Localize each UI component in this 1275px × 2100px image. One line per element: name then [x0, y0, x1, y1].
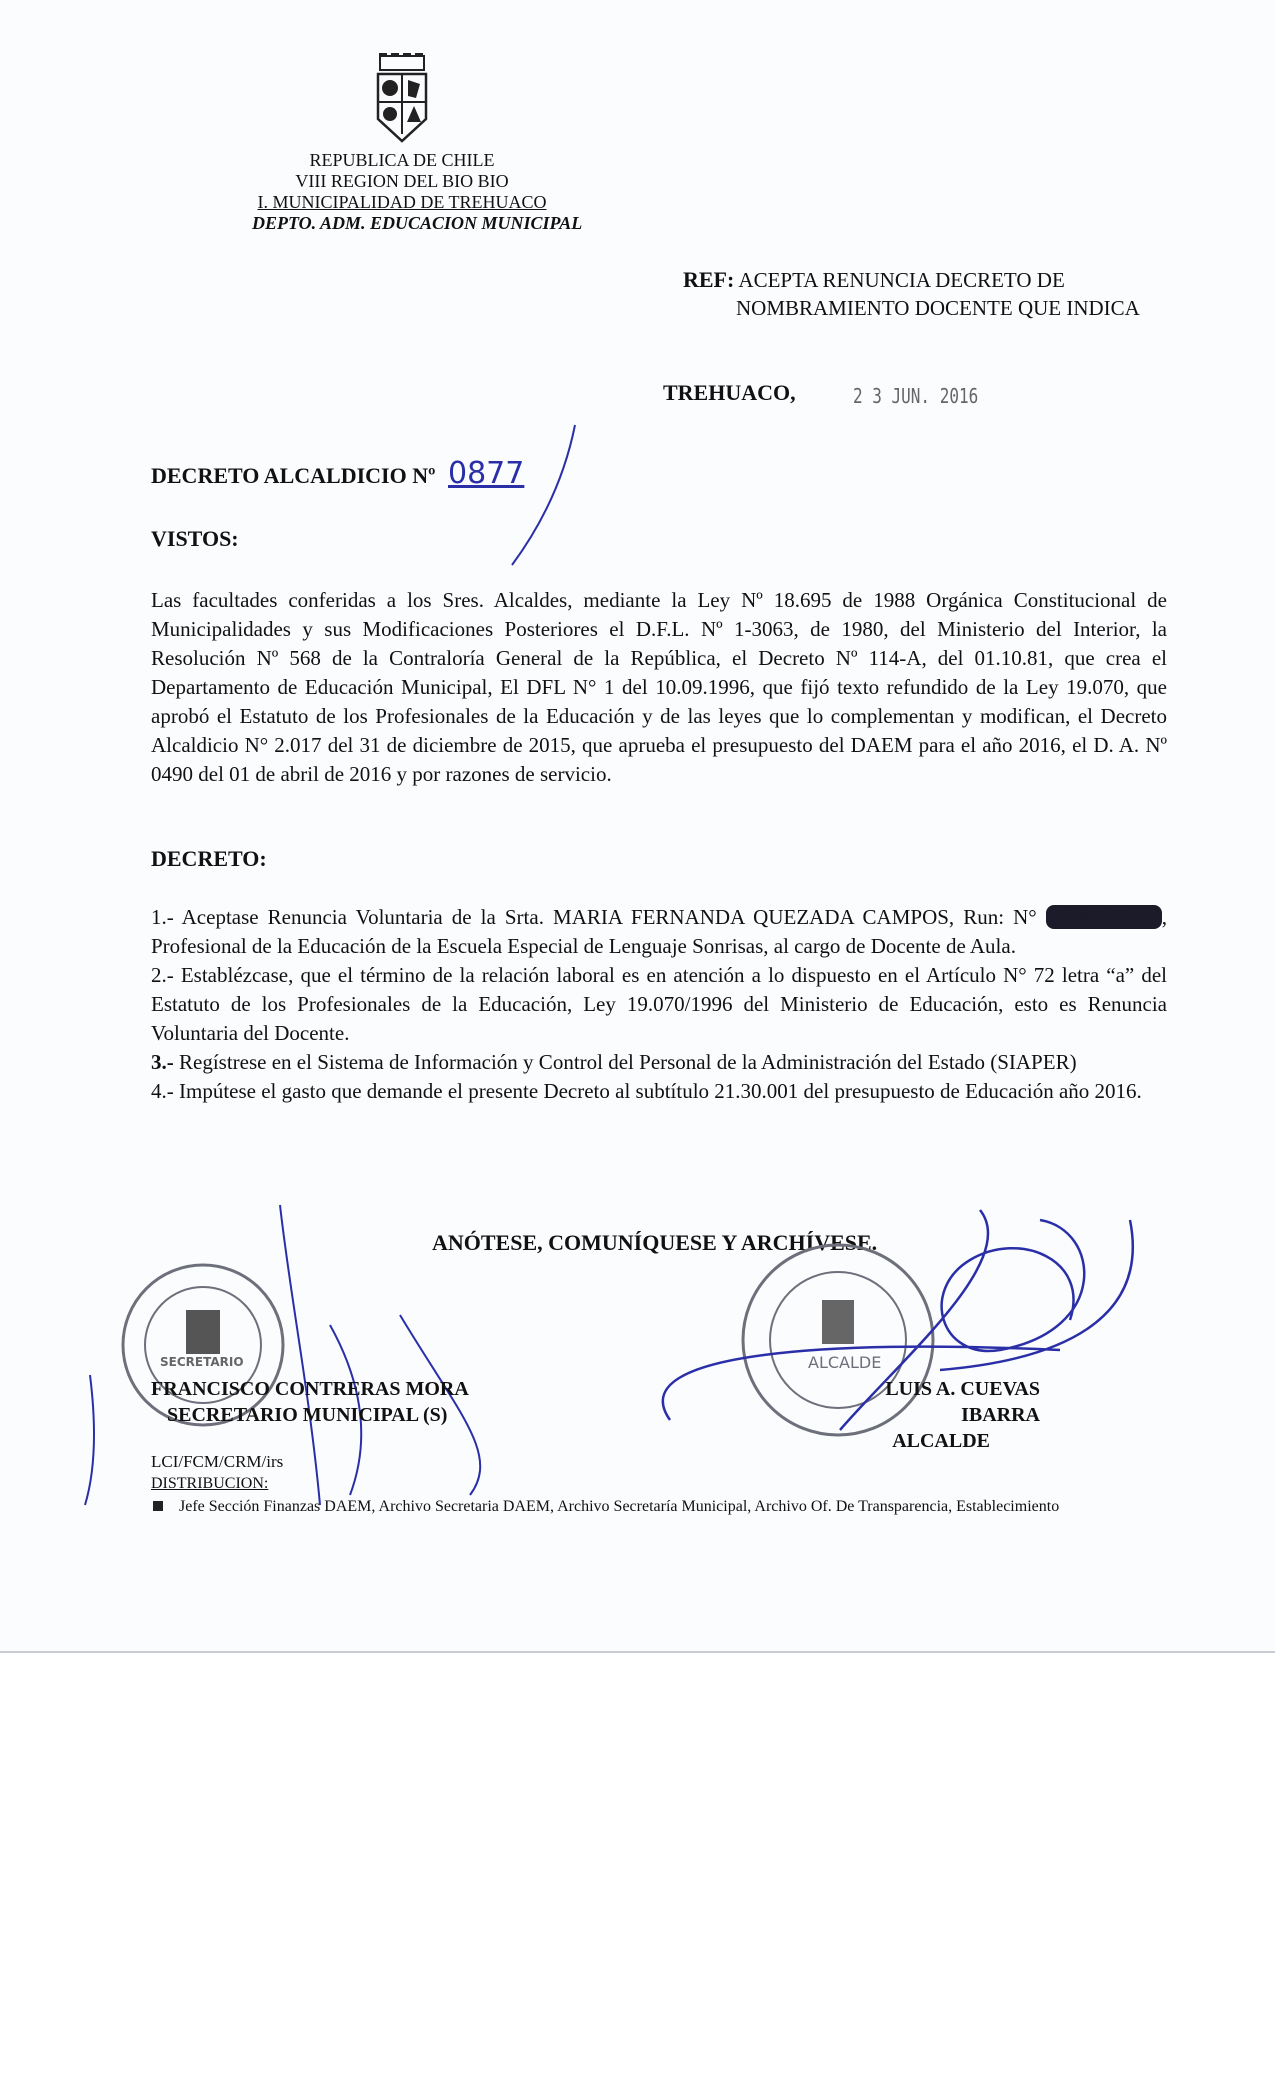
mayor-block [810, 1376, 1040, 1454]
decreto-item-3 [151, 1048, 1167, 1077]
redacted-run: 18.490.624-4 [1047, 905, 1160, 929]
secretary-block [151, 1376, 469, 1428]
decreto-item-4: 4.- Impútese el gasto que demande el presente Decreto al subtítulo 21.30.001 del presupuesto de Educación año 2016. [151, 1079, 1142, 1103]
mayor-title: ALCALDE [892, 1430, 990, 1452]
secretary-stamp-text: SECRETARIO [160, 1355, 244, 1369]
bullet-icon [153, 1501, 163, 1511]
ref-line-1: ACEPTA RENUNCIA DECRETO DE [738, 268, 1065, 292]
decreto-title: DECRETO: [151, 846, 267, 871]
decreto-item-2: 2.- Establézcase, que el término de la relación laboral es en atención a lo dispuesto en el Artículo N° 72 letra “a” del Estatuto de los Profesionales de la Educación, Ley 19.070/1996 del Ministerio de Educación, esto es Renuncia Voluntaria del Docente. [151, 963, 1167, 1045]
ref-label: REF: [683, 267, 735, 292]
decreto-item-1 [151, 903, 1167, 961]
secretary-title: SECRETARIO MUNICIPAL (S) [167, 1404, 448, 1426]
initials: LCI/FCM/CRM/irs [151, 1452, 284, 1471]
place: TREHUACO, [663, 380, 796, 405]
decree-number-handwritten: 0877 [448, 456, 525, 491]
letterhead-country: REPUBLICA DE CHILE [309, 150, 495, 170]
vistos-text: Las facultades conferidas a los Sres. Alcaldes, mediante la Ley Nº 18.695 de 1988 Orgánica Constitucional de Municipalidades y sus Modificaciones Posteriores el D.F.L. Nº 1-3063, de 1980, del Ministerio del Interior, la Resolución Nº 568 de la Contraloría General de la República, el Decreto Nº 114-A, del 01.10.81, que crea el Departamento de Educación Municipal, El DFL N° 1 del 10.09.1996, que fijó texto refundido de la Ley 19.070, que aprobó el Estatuto de los Profesionales de la Educación y de las leyes que lo complementan y modifican, el Decreto Alcaldicio N° 2.017 del 31 de diciembre de 2015, que aprueba el presupuesto del DAEM para el año 2016, el D. A. Nº 0490 del 01 de abril de 2016 y por razones de servicio. [151, 588, 1167, 786]
closing-formula: ANÓTESE, COMUNÍQUESE Y ARCHÍVESE. [432, 1230, 878, 1255]
ref-line-2: NOMBRAMIENTO DOCENTE QUE INDICA [736, 296, 1140, 320]
distribution-text: Jefe Sección Finanzas DAEM, Archivo Secretaria DAEM, Archivo Secretaría Municipal, Archivo Of. De Transparencia, Establecimiento [179, 1498, 1060, 1515]
distribution-title: DISTRIBUCION: [151, 1475, 269, 1492]
mayor-name: LUIS A. CUEVAS IBARRA [885, 1378, 1040, 1426]
letterhead-department: DEPTO. ADM. EDUCACION MUNICIPAL [252, 213, 583, 233]
secretary-name: FRANCISCO CONTRERAS MORA [151, 1378, 469, 1400]
item-1-text: 1.- Aceptase Renuncia Voluntaria de la Srta. MARIA FERNANDA QUEZADA CAMPOS, Run: N° [151, 905, 1037, 929]
letterhead-region: VIII REGION DEL BIO BIO [295, 171, 509, 191]
svg-text:ALCALDE: ALCALDE [808, 1353, 882, 1372]
letterhead-municipality: I. MUNICIPALIDAD DE TREHUACO [257, 192, 547, 212]
reference-block [683, 266, 1140, 322]
item-1-text-cont: , Profesional de la Educación de la Escuela Especial de Lenguaje Sonrisas, al cargo de Docente de Aula. [151, 905, 1167, 958]
date-stamp: 2 3 JUN. 2016 [853, 384, 979, 408]
vistos-title: VISTOS: [151, 526, 239, 551]
item-3-text: Regístrese en el Sistema de Información y Control del Personal de la Administración del Estado (SIAPER) [173, 1050, 1077, 1074]
distribution-list [151, 1497, 1167, 1517]
letterhead [252, 150, 583, 234]
item-3-number: 3.- [151, 1050, 174, 1074]
handwritten-slash [500, 420, 580, 570]
decreto-items [151, 903, 1167, 1106]
coat-of-arms-logo [372, 54, 432, 144]
decree-number-label: DECRETO ALCALDICIO Nº [151, 463, 436, 488]
